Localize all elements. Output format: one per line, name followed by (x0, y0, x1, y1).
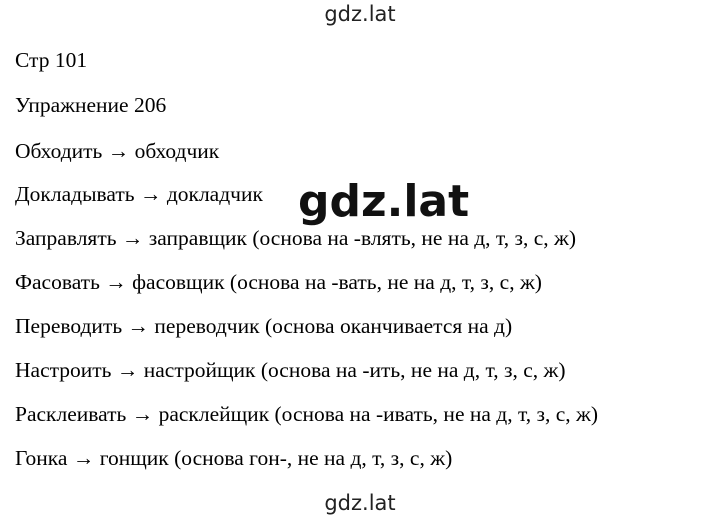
page-number: Стр 101 (15, 48, 88, 72)
exercise-title: Упражнение 206 (15, 93, 167, 117)
watermark-bottom: gdz.lat (324, 491, 396, 515)
watermark-top: gdz.lat (324, 2, 396, 26)
answer-line-5: Переводить → переводчик (основа оканчивается на д) (15, 314, 513, 338)
answer-line-3: Заправлять → заправщик (основа на -влять, не на д, т, з, с, ж) (15, 226, 577, 250)
answer-line-6: Настроить → настройщик (основа на -ить, не на д, т, з, с, ж) (15, 358, 566, 382)
answer-line-4: Фасовать → фасовщик (основа на -вать, не на д, т, з, с, ж) (15, 270, 542, 294)
answer-line-1: Обходить → обходчик (15, 139, 220, 163)
answer-line-8: Гонка → гонщик (основа гон-, не на д, т, з, с, ж) (15, 446, 453, 470)
answer-line-7: Расклеивать → расклейщик (основа на -ивать, не на д, т, з, с, ж) (15, 402, 599, 426)
answer-line-2: Докладывать → докладчик (15, 182, 263, 206)
watermark-center: gdz.lat (298, 176, 470, 227)
